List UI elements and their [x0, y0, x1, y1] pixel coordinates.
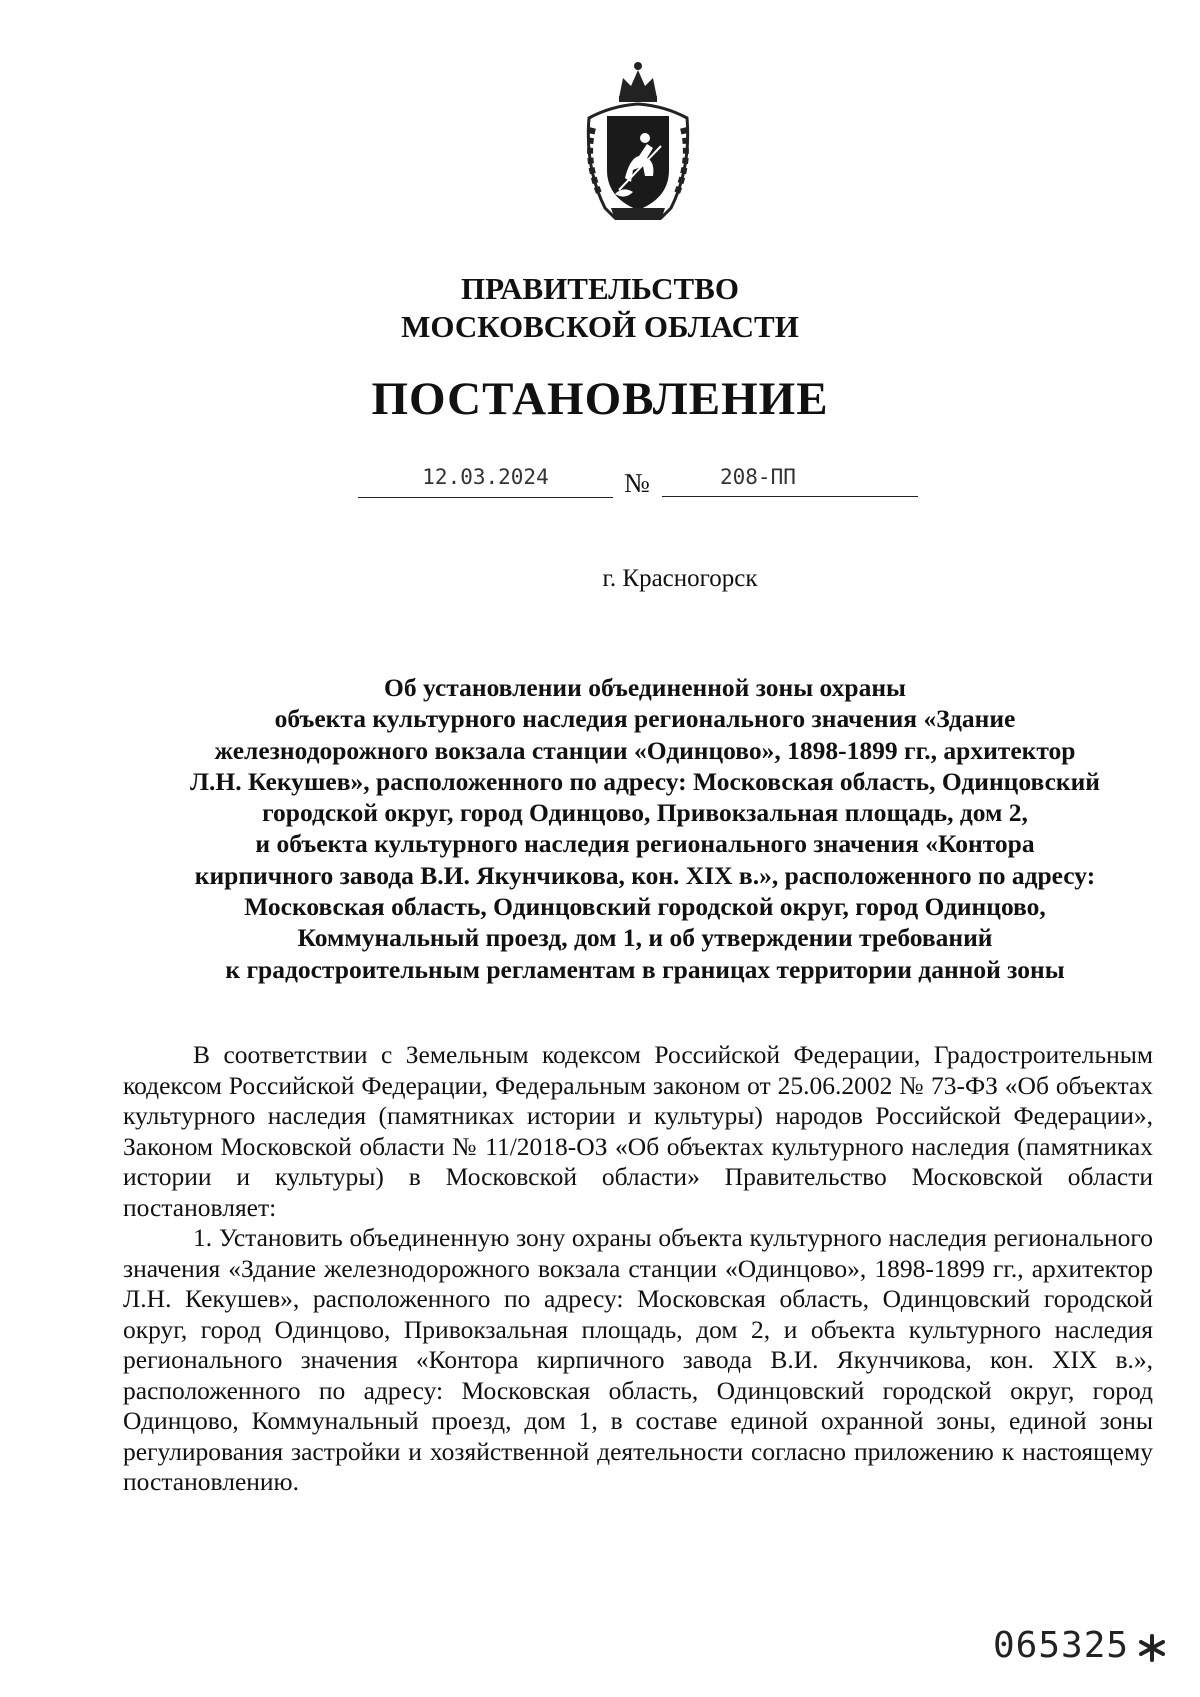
document-number: 208-ПП: [662, 465, 918, 497]
document-type: ПОСТАНОВЛЕНИЕ: [371, 373, 829, 425]
document-heading: [130, 672, 1160, 985]
heading-line: и объекта культурного наследия регионального значения «Контора: [255, 829, 1035, 859]
heading-line: к градостроительным регламентам в границах территории данной зоны: [225, 954, 1065, 984]
asterisk-star-icon: [1137, 1633, 1167, 1663]
government-name: [0, 270, 1200, 346]
document-date: 12.03.2024: [358, 465, 613, 498]
heading-line: Московская область, Одинцовский городской округ, город Одинцово,: [244, 892, 1046, 922]
heading-line: железнодорожного вокзала станции «Одинцово», 1898-1899 гг., архитектор: [214, 735, 1076, 765]
heading-line: Об установлении объединенной зоны охраны: [384, 673, 906, 702]
heading-line: городской округ, город Одинцово, Привокзальная площадь, дом 2,: [262, 798, 1028, 828]
heading-line: Коммунальный проезд, дом 1, и об утверждении требований: [297, 923, 993, 953]
government-name-line1: ПРАВИТЕЛЬСТВО: [461, 271, 739, 306]
heading-line: кирпичного завода В.И. Якунчикова, кон. XIX в.», расположенного по адресу:: [194, 860, 1096, 890]
number-sign: №: [624, 468, 650, 498]
document-body: [123, 1040, 1153, 1498]
government-name-line2: МОСКОВСКОЙ ОБЛАСТИ: [401, 309, 799, 344]
coat-of-arms-icon: [575, 58, 701, 226]
clause-1-paragraph: 1. Установить объединенную зону охраны объекта культурного наследия регионального значения «Здание железнодорожного вокзала станции «Одинцово», 1898-1899 гг., архитектор Л.Н. Кекушев», расположенного по адресу: Московская область, Одинцовский городской округ, город Одинцово, Привокзальная площадь, дом 2, и объекта культурного наследия регионального значения «Контора кирпичного завода В.И. Якунчикова, кон. XIX в.», расположенного по адресу: Московская область, Одинцовский городской округ, город Одинцово, Коммунальный проезд, дом 1, в составе единой охранной зоны, единой зоны регулирования застройки и хозяйственной деятельности согласно приложению к настоящему постановлению.: [123, 1223, 1153, 1496]
heading-line: Л.Н. Кекушев», расположенного по адресу: Московская область, Одинцовский: [190, 766, 1100, 796]
serial-number: 065325: [993, 1625, 1130, 1666]
heading-line: объекта культурного наследия регионального значения «Здание: [274, 704, 1016, 734]
preamble-paragraph: В соответствии с Земельным кодексом Российской Федерации, Градостроительным кодексом Российской Федерации, Федеральным законом от 25.06.2002 № 73-ФЗ «Об объектах культурного наследия (памятниках истории и культуры) народов Российской Федерации», Законом Московской области № 11/2018-ОЗ «Об объектах культурного наследия (памятниках истории и культуры) в Московской области» Правительство Московской области постановляет:: [123, 1040, 1153, 1222]
city-name: г. Красногорск: [602, 565, 758, 592]
